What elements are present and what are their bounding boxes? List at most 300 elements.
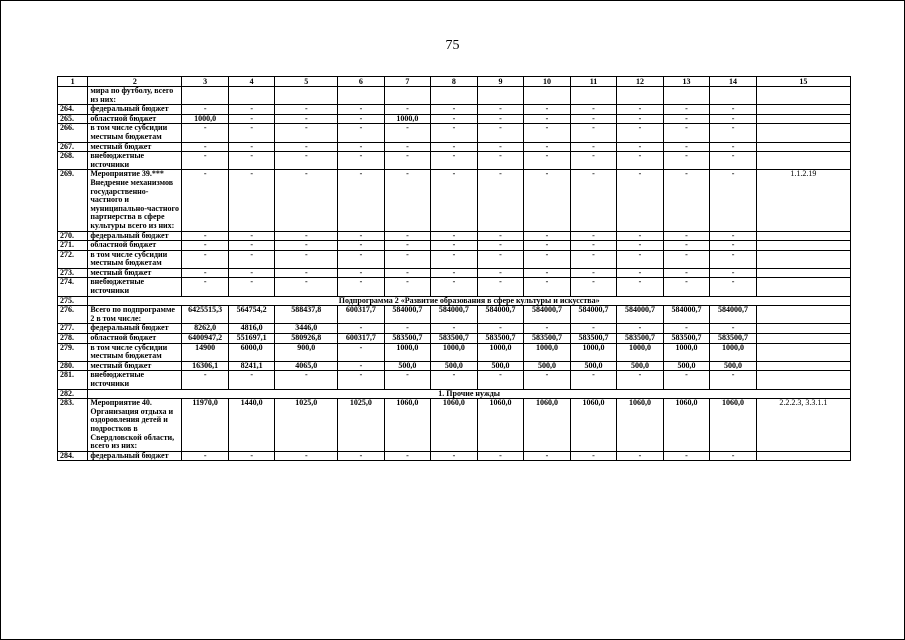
value-cell: - xyxy=(228,231,275,241)
value-cell: - xyxy=(338,152,385,170)
row-name: областной бюджет xyxy=(88,241,182,251)
value-cell: - xyxy=(182,124,229,142)
value-cell: 588437,8 xyxy=(275,306,338,324)
value-cell: - xyxy=(431,170,478,231)
value-cell: - xyxy=(477,231,524,241)
value-cell: 584000,7 xyxy=(477,306,524,324)
table-row xyxy=(58,114,851,124)
target-indicator xyxy=(756,268,850,278)
row-number: 267. xyxy=(58,142,88,152)
row-name: Мероприятие 40. Организация отдыха и оздоровления детей и подростков в Свердловской области, всего из них: xyxy=(88,399,182,452)
value-cell: 6400947,2 xyxy=(182,334,229,344)
value-cell xyxy=(570,87,617,105)
row-name: мира по футболу, всего из них: xyxy=(88,87,182,105)
value-cell: - xyxy=(617,371,664,389)
row-number: 281. xyxy=(58,371,88,389)
value-cell: - xyxy=(617,241,664,251)
value-cell: 1025,0 xyxy=(275,399,338,452)
value-cell: - xyxy=(384,451,431,461)
value-cell: - xyxy=(228,124,275,142)
target-indicator xyxy=(756,87,850,105)
table-row xyxy=(58,250,851,268)
value-cell: 583500,7 xyxy=(710,334,757,344)
row-name: федеральный бюджет xyxy=(88,105,182,115)
column-header: 6 xyxy=(338,77,385,87)
value-cell: - xyxy=(663,371,710,389)
row-number: 283. xyxy=(58,399,88,452)
value-cell: - xyxy=(228,170,275,231)
value-cell: - xyxy=(570,124,617,142)
value-cell: - xyxy=(663,250,710,268)
row-name: внебюджетные источники xyxy=(88,152,182,170)
value-cell: - xyxy=(570,250,617,268)
value-cell: - xyxy=(570,324,617,334)
table-row xyxy=(58,87,851,105)
target-indicator xyxy=(756,142,850,152)
value-cell: - xyxy=(431,250,478,268)
row-number: 274. xyxy=(58,278,88,296)
value-cell: - xyxy=(384,278,431,296)
value-cell: - xyxy=(663,278,710,296)
value-cell: - xyxy=(617,268,664,278)
value-cell: - xyxy=(384,241,431,251)
value-cell: - xyxy=(338,278,385,296)
value-cell: - xyxy=(617,105,664,115)
value-cell: - xyxy=(338,170,385,231)
value-cell: 8262,0 xyxy=(182,324,229,334)
value-cell: - xyxy=(617,278,664,296)
column-header: 3 xyxy=(182,77,229,87)
column-header: 5 xyxy=(275,77,338,87)
value-cell: - xyxy=(228,371,275,389)
table-row xyxy=(58,278,851,296)
row-name: местный бюджет xyxy=(88,142,182,152)
value-cell: 1060,0 xyxy=(710,399,757,452)
value-cell: - xyxy=(524,105,571,115)
value-cell: - xyxy=(617,451,664,461)
table-row xyxy=(58,142,851,152)
table-row xyxy=(58,241,851,251)
value-cell: - xyxy=(182,142,229,152)
value-cell: - xyxy=(617,170,664,231)
value-cell: - xyxy=(570,170,617,231)
value-cell: - xyxy=(275,278,338,296)
value-cell: 583500,7 xyxy=(477,334,524,344)
value-cell: - xyxy=(710,371,757,389)
value-cell: - xyxy=(275,142,338,152)
value-cell xyxy=(182,87,229,105)
value-cell: - xyxy=(524,371,571,389)
value-cell: 500,0 xyxy=(431,361,478,371)
target-indicator xyxy=(756,371,850,389)
value-cell: - xyxy=(182,371,229,389)
value-cell: - xyxy=(524,152,571,170)
value-cell: - xyxy=(477,152,524,170)
value-cell: - xyxy=(182,152,229,170)
value-cell: - xyxy=(524,324,571,334)
value-cell: - xyxy=(477,142,524,152)
value-cell: - xyxy=(524,114,571,124)
value-cell xyxy=(431,87,478,105)
value-cell: - xyxy=(524,451,571,461)
column-header: 8 xyxy=(431,77,478,87)
column-header: 7 xyxy=(384,77,431,87)
row-name: внебюджетные источники xyxy=(88,278,182,296)
value-cell: - xyxy=(338,324,385,334)
value-cell: - xyxy=(275,124,338,142)
value-cell: - xyxy=(431,105,478,115)
value-cell: - xyxy=(477,170,524,231)
value-cell: - xyxy=(431,231,478,241)
value-cell: 1060,0 xyxy=(524,399,571,452)
value-cell: - xyxy=(663,124,710,142)
row-number: 276. xyxy=(58,306,88,324)
value-cell: - xyxy=(477,278,524,296)
value-cell: - xyxy=(524,231,571,241)
section-row xyxy=(58,296,851,306)
value-cell: 1060,0 xyxy=(570,399,617,452)
target-indicator xyxy=(756,250,850,268)
value-cell: - xyxy=(431,114,478,124)
value-cell: - xyxy=(663,105,710,115)
value-cell: - xyxy=(570,231,617,241)
value-cell: - xyxy=(570,278,617,296)
table-row xyxy=(58,343,851,361)
value-cell: - xyxy=(338,371,385,389)
row-name: местный бюджет xyxy=(88,361,182,371)
value-cell: 1000,0 xyxy=(524,343,571,361)
value-cell: - xyxy=(570,268,617,278)
value-cell: 6425515,3 xyxy=(182,306,229,324)
column-header: 14 xyxy=(710,77,757,87)
row-name: Мероприятие 39.*** Внедрение механизмов государственно-частного и муниципально-частного партнерства в сфере культуры всего из них: xyxy=(88,170,182,231)
row-name: федеральный бюджет xyxy=(88,231,182,241)
value-cell: - xyxy=(431,152,478,170)
value-cell: - xyxy=(663,152,710,170)
value-cell: 500,0 xyxy=(524,361,571,371)
value-cell: - xyxy=(182,278,229,296)
column-header: 15 xyxy=(756,77,850,87)
value-cell: - xyxy=(617,142,664,152)
row-number: 264. xyxy=(58,105,88,115)
value-cell: 1060,0 xyxy=(431,399,478,452)
target-indicator xyxy=(756,124,850,142)
value-cell: 600317,7 xyxy=(338,334,385,344)
value-cell: - xyxy=(228,241,275,251)
value-cell: 500,0 xyxy=(617,361,664,371)
value-cell: - xyxy=(570,142,617,152)
value-cell: - xyxy=(228,268,275,278)
row-number: 272. xyxy=(58,250,88,268)
value-cell: - xyxy=(182,170,229,231)
value-cell: - xyxy=(663,268,710,278)
target-indicator xyxy=(756,241,850,251)
table-row xyxy=(58,231,851,241)
value-cell: - xyxy=(663,142,710,152)
value-cell: - xyxy=(477,451,524,461)
value-cell xyxy=(477,87,524,105)
value-cell: 551697,1 xyxy=(228,334,275,344)
value-cell: 1025,0 xyxy=(338,399,385,452)
value-cell: - xyxy=(617,324,664,334)
row-number: 280. xyxy=(58,361,88,371)
table-row xyxy=(58,105,851,115)
value-cell: - xyxy=(663,170,710,231)
value-cell: 600317,7 xyxy=(338,306,385,324)
value-cell: - xyxy=(617,114,664,124)
value-cell: - xyxy=(338,114,385,124)
value-cell: - xyxy=(275,114,338,124)
value-cell: - xyxy=(275,371,338,389)
value-cell: - xyxy=(384,152,431,170)
value-cell: 583500,7 xyxy=(617,334,664,344)
value-cell: 1000,0 xyxy=(570,343,617,361)
value-cell: - xyxy=(431,268,478,278)
column-header: 4 xyxy=(228,77,275,87)
value-cell: - xyxy=(384,231,431,241)
row-name: Всего по подпрограмме 2 в том числе: xyxy=(88,306,182,324)
value-cell: - xyxy=(338,268,385,278)
value-cell: - xyxy=(228,142,275,152)
value-cell: 584000,7 xyxy=(617,306,664,324)
value-cell: - xyxy=(228,451,275,461)
value-cell: - xyxy=(431,241,478,251)
value-cell: 1000,0 xyxy=(384,343,431,361)
value-cell: - xyxy=(477,268,524,278)
value-cell: - xyxy=(617,231,664,241)
value-cell: - xyxy=(524,250,571,268)
value-cell: - xyxy=(384,124,431,142)
value-cell: - xyxy=(663,231,710,241)
value-cell: - xyxy=(570,152,617,170)
value-cell: - xyxy=(710,114,757,124)
value-cell: 583500,7 xyxy=(663,334,710,344)
row-number: 265. xyxy=(58,114,88,124)
value-cell: - xyxy=(182,451,229,461)
target-indicator xyxy=(756,114,850,124)
target-indicator xyxy=(756,343,850,361)
row-number: 271. xyxy=(58,241,88,251)
value-cell: - xyxy=(663,451,710,461)
value-cell: - xyxy=(431,371,478,389)
value-cell: - xyxy=(338,250,385,268)
row-number xyxy=(58,87,88,105)
value-cell: - xyxy=(228,105,275,115)
column-header: 9 xyxy=(477,77,524,87)
row-number: 275. xyxy=(58,296,88,306)
value-cell: - xyxy=(384,105,431,115)
value-cell: - xyxy=(663,114,710,124)
row-number: 277. xyxy=(58,324,88,334)
table-row xyxy=(58,324,851,334)
value-cell: - xyxy=(570,241,617,251)
row-name: местный бюджет xyxy=(88,268,182,278)
value-cell: - xyxy=(710,324,757,334)
value-cell: 8241,1 xyxy=(228,361,275,371)
value-cell: - xyxy=(338,142,385,152)
value-cell: - xyxy=(182,105,229,115)
table-row xyxy=(58,268,851,278)
row-name: федеральный бюджет xyxy=(88,324,182,334)
value-cell: 1000,0 xyxy=(477,343,524,361)
value-cell: - xyxy=(710,231,757,241)
target-indicator xyxy=(756,105,850,115)
value-cell: - xyxy=(617,250,664,268)
column-header: 1 xyxy=(58,77,88,87)
value-cell: - xyxy=(477,250,524,268)
value-cell: 900,0 xyxy=(275,343,338,361)
value-cell: 584000,7 xyxy=(431,306,478,324)
row-number: 282. xyxy=(58,389,88,399)
budget-table xyxy=(57,76,851,461)
value-cell: - xyxy=(431,142,478,152)
value-cell: - xyxy=(228,278,275,296)
value-cell: - xyxy=(275,250,338,268)
row-name: в том числе субсидии местным бюджетам xyxy=(88,124,182,142)
target-indicator xyxy=(756,306,850,324)
value-cell: 11970,0 xyxy=(182,399,229,452)
value-cell: - xyxy=(524,278,571,296)
value-cell: 583500,7 xyxy=(431,334,478,344)
value-cell xyxy=(228,87,275,105)
value-cell: 583500,7 xyxy=(570,334,617,344)
value-cell: - xyxy=(477,105,524,115)
value-cell: - xyxy=(477,324,524,334)
value-cell: 583500,7 xyxy=(524,334,571,344)
column-header: 13 xyxy=(663,77,710,87)
target-indicator xyxy=(756,231,850,241)
value-cell: 500,0 xyxy=(710,361,757,371)
value-cell: 1060,0 xyxy=(663,399,710,452)
value-cell: 1000,0 xyxy=(617,343,664,361)
value-cell: - xyxy=(710,152,757,170)
value-cell: 1000,0 xyxy=(384,114,431,124)
value-cell: - xyxy=(384,170,431,231)
value-cell: - xyxy=(710,451,757,461)
value-cell: - xyxy=(524,241,571,251)
target-indicator xyxy=(756,451,850,461)
row-name: внебюджетные источники xyxy=(88,371,182,389)
target-indicator: 1.1.2.19 xyxy=(756,170,850,231)
value-cell: 583500,7 xyxy=(384,334,431,344)
value-cell: 584000,7 xyxy=(663,306,710,324)
value-cell: - xyxy=(663,324,710,334)
value-cell: - xyxy=(228,250,275,268)
table-row xyxy=(58,361,851,371)
value-cell: 3446,0 xyxy=(275,324,338,334)
value-cell: 1060,0 xyxy=(384,399,431,452)
value-cell: - xyxy=(710,250,757,268)
value-cell: - xyxy=(384,250,431,268)
value-cell xyxy=(384,87,431,105)
value-cell: - xyxy=(710,241,757,251)
row-number: 268. xyxy=(58,152,88,170)
value-cell: - xyxy=(570,114,617,124)
table-header-row xyxy=(58,77,851,87)
section-row xyxy=(58,389,851,399)
value-cell xyxy=(275,87,338,105)
row-number: 269. xyxy=(58,170,88,231)
value-cell: 1000,0 xyxy=(431,343,478,361)
value-cell: 584000,7 xyxy=(710,306,757,324)
row-number: 266. xyxy=(58,124,88,142)
row-number: 279. xyxy=(58,343,88,361)
table-row xyxy=(58,124,851,142)
value-cell: 584000,7 xyxy=(524,306,571,324)
value-cell: - xyxy=(338,105,385,115)
value-cell: 4065,0 xyxy=(275,361,338,371)
value-cell: - xyxy=(477,114,524,124)
target-indicator: 2.2.2.3, 3.3.1.1 xyxy=(756,399,850,452)
value-cell: - xyxy=(524,170,571,231)
value-cell: 500,0 xyxy=(663,361,710,371)
value-cell: - xyxy=(338,241,385,251)
value-cell: - xyxy=(384,324,431,334)
value-cell: - xyxy=(477,371,524,389)
row-name: в том числе субсидии местным бюджетам xyxy=(88,250,182,268)
value-cell: - xyxy=(275,105,338,115)
value-cell: - xyxy=(524,124,571,142)
value-cell: - xyxy=(338,361,385,371)
row-number: 284. xyxy=(58,451,88,461)
value-cell: 14900 xyxy=(182,343,229,361)
value-cell: - xyxy=(617,152,664,170)
row-name: областной бюджет xyxy=(88,114,182,124)
row-number: 273. xyxy=(58,268,88,278)
table-row xyxy=(58,170,851,231)
table-row xyxy=(58,371,851,389)
table-row xyxy=(58,334,851,344)
value-cell: - xyxy=(338,451,385,461)
value-cell: 584000,7 xyxy=(570,306,617,324)
value-cell: - xyxy=(710,105,757,115)
value-cell: - xyxy=(338,231,385,241)
value-cell: 4816,0 xyxy=(228,324,275,334)
value-cell: 500,0 xyxy=(570,361,617,371)
value-cell: - xyxy=(182,231,229,241)
value-cell: - xyxy=(384,371,431,389)
value-cell: - xyxy=(524,268,571,278)
value-cell: - xyxy=(477,124,524,142)
column-header: 11 xyxy=(570,77,617,87)
value-cell: 564754,2 xyxy=(228,306,275,324)
value-cell: - xyxy=(338,124,385,142)
target-indicator xyxy=(756,278,850,296)
value-cell xyxy=(710,87,757,105)
page-number: 75 xyxy=(445,38,460,53)
value-cell: 6000,0 xyxy=(228,343,275,361)
value-cell: 1000,0 xyxy=(710,343,757,361)
value-cell: - xyxy=(570,371,617,389)
value-cell: - xyxy=(431,278,478,296)
target-indicator xyxy=(756,324,850,334)
value-cell: - xyxy=(182,241,229,251)
value-cell: 1060,0 xyxy=(477,399,524,452)
value-cell: - xyxy=(617,124,664,142)
target-indicator xyxy=(756,334,850,344)
value-cell: - xyxy=(228,114,275,124)
value-cell: - xyxy=(663,241,710,251)
value-cell: - xyxy=(524,142,571,152)
value-cell: 1000,0 xyxy=(663,343,710,361)
value-cell: - xyxy=(570,105,617,115)
value-cell: - xyxy=(275,152,338,170)
value-cell: 580926,8 xyxy=(275,334,338,344)
row-number: 270. xyxy=(58,231,88,241)
row-name: областной бюджет xyxy=(88,334,182,344)
value-cell: - xyxy=(182,250,229,268)
value-cell: - xyxy=(431,451,478,461)
